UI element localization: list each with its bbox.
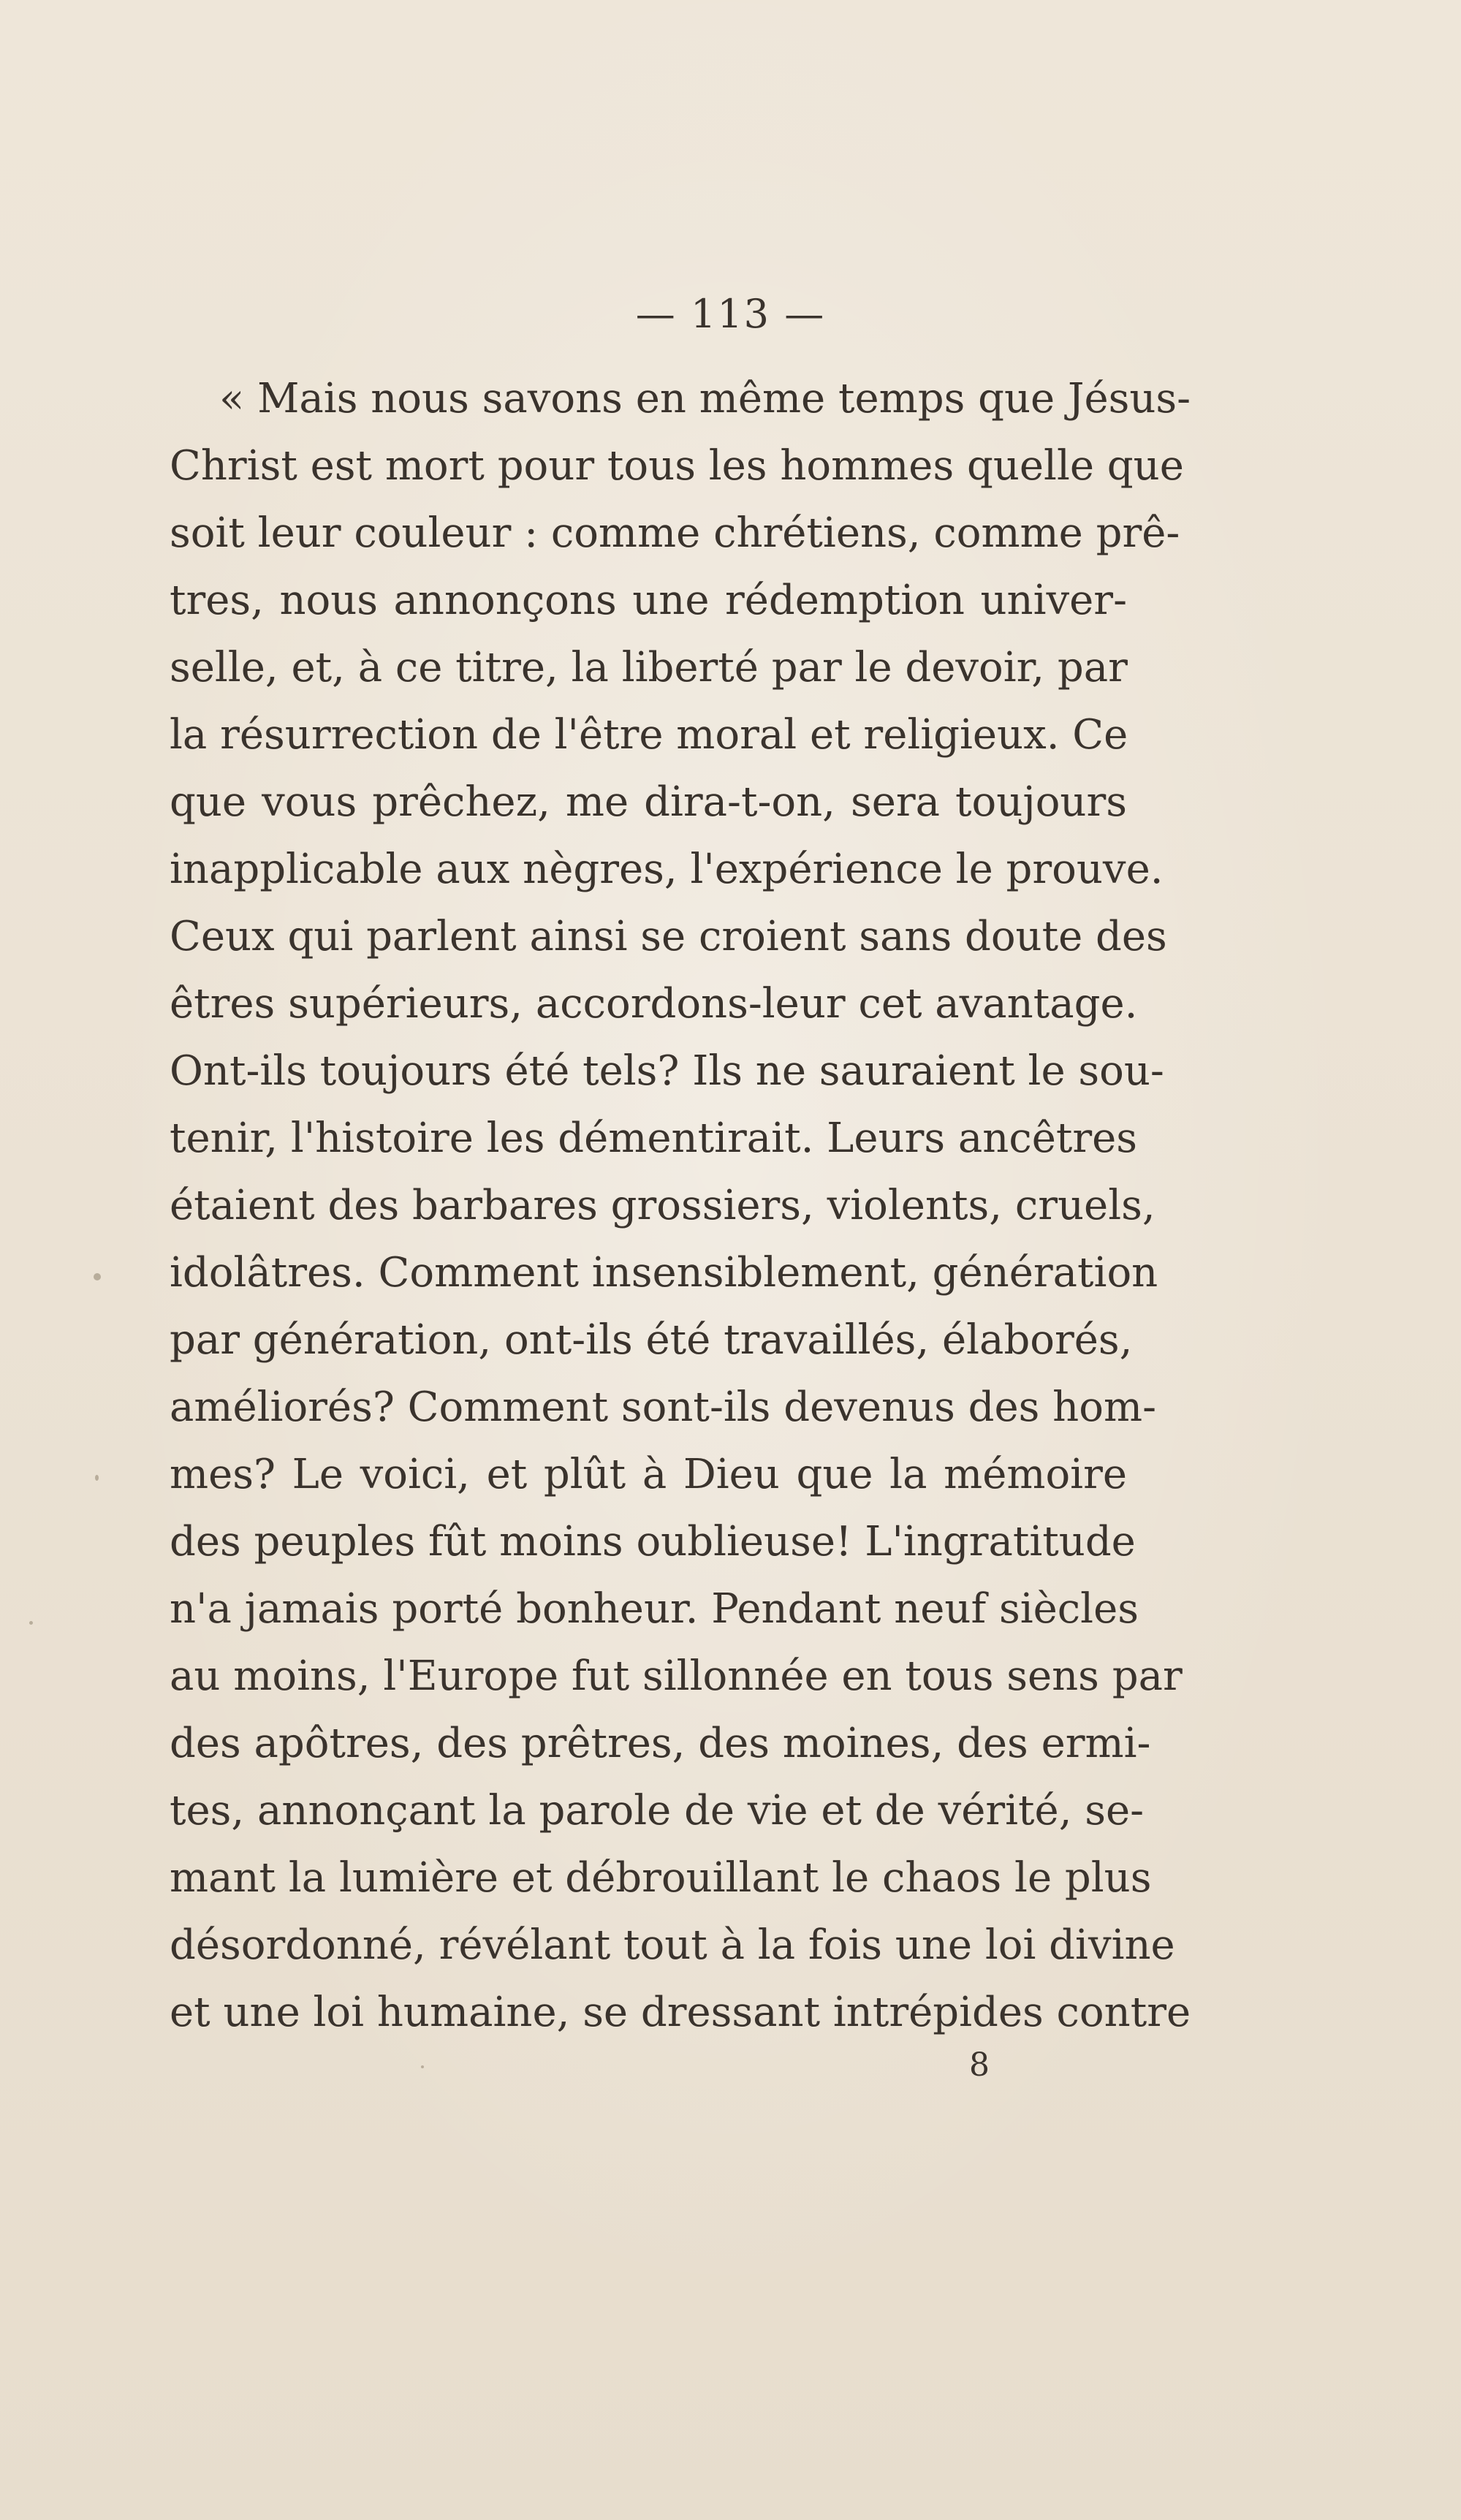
text-line: idolâtres. Comment insensiblement, génération xyxy=(170,1249,1158,1297)
text-line: que vous prêchez, me dira-t-on, sera toujours xyxy=(170,778,1127,826)
text-line: des apôtres, des prêtres, des moines, des ermi- xyxy=(170,1720,1151,1767)
text-line: et une loi humaine, se dressant intrépides contre xyxy=(170,1989,1191,2036)
text-line: inapplicable aux nègres, l'expérience le prouve. xyxy=(170,846,1164,893)
text-line: par génération, ont-ils été travaillés, élaborés, xyxy=(170,1316,1133,1364)
text-line: étaient des barbares grossiers, violents, cruels, xyxy=(170,1182,1155,1229)
body-text xyxy=(170,365,1191,2046)
text-line: améliorés? Comment sont-ils devenus des hom- xyxy=(170,1384,1156,1431)
paper-speck xyxy=(95,1475,99,1481)
text-line: mant la lumière et débrouillant le chaos le plus xyxy=(170,1854,1152,1902)
text-line: désordonné, révélant tout à la fois une loi divine xyxy=(170,1921,1175,1969)
text-line: mes? Le voici, et plût à Dieu que la mémoire xyxy=(170,1451,1127,1498)
text-line: Christ est mort pour tous les hommes quelle que xyxy=(170,442,1184,490)
text-line: n'a jamais porté bonheur. Pendant neuf siècles xyxy=(170,1585,1139,1633)
text-line: au moins, l'Europe fut sillonnée en tous sens par xyxy=(170,1652,1183,1700)
text-line: « Mais nous savons en même temps que Jésus- xyxy=(219,375,1191,422)
paper-speck xyxy=(94,1273,101,1280)
text-line: tres, nous annonçons une rédemption univer- xyxy=(170,577,1127,624)
text-line: des peuples fût moins oublieuse! L'ingratitude xyxy=(170,1518,1136,1565)
signature-mark: 8 xyxy=(969,2046,990,2084)
text-line: la résurrection de l'être moral et religieux. Ce xyxy=(170,711,1128,759)
text-line: soit leur couleur : comme chrétiens, comme prê- xyxy=(170,509,1180,557)
text-line: selle, et, à ce titre, la liberté par le devoir, par xyxy=(170,644,1128,691)
paper-speck xyxy=(29,1621,33,1625)
page-number: — 113 — xyxy=(635,291,826,337)
text-line: êtres supérieurs, accordons-leur cet avantage. xyxy=(170,980,1138,1028)
text-line: Ceux qui parlent ainsi se croient sans doute des xyxy=(170,913,1167,960)
text-line: tes, annonçant la parole de vie et de vérité, se- xyxy=(170,1787,1145,1834)
text-line: Ont-ils toujours été tels? Ils ne sauraient le sou- xyxy=(170,1047,1164,1095)
text-line: tenir, l'histoire les démentirait. Leurs ancêtres xyxy=(170,1115,1137,1162)
paper-speck xyxy=(421,2065,424,2068)
